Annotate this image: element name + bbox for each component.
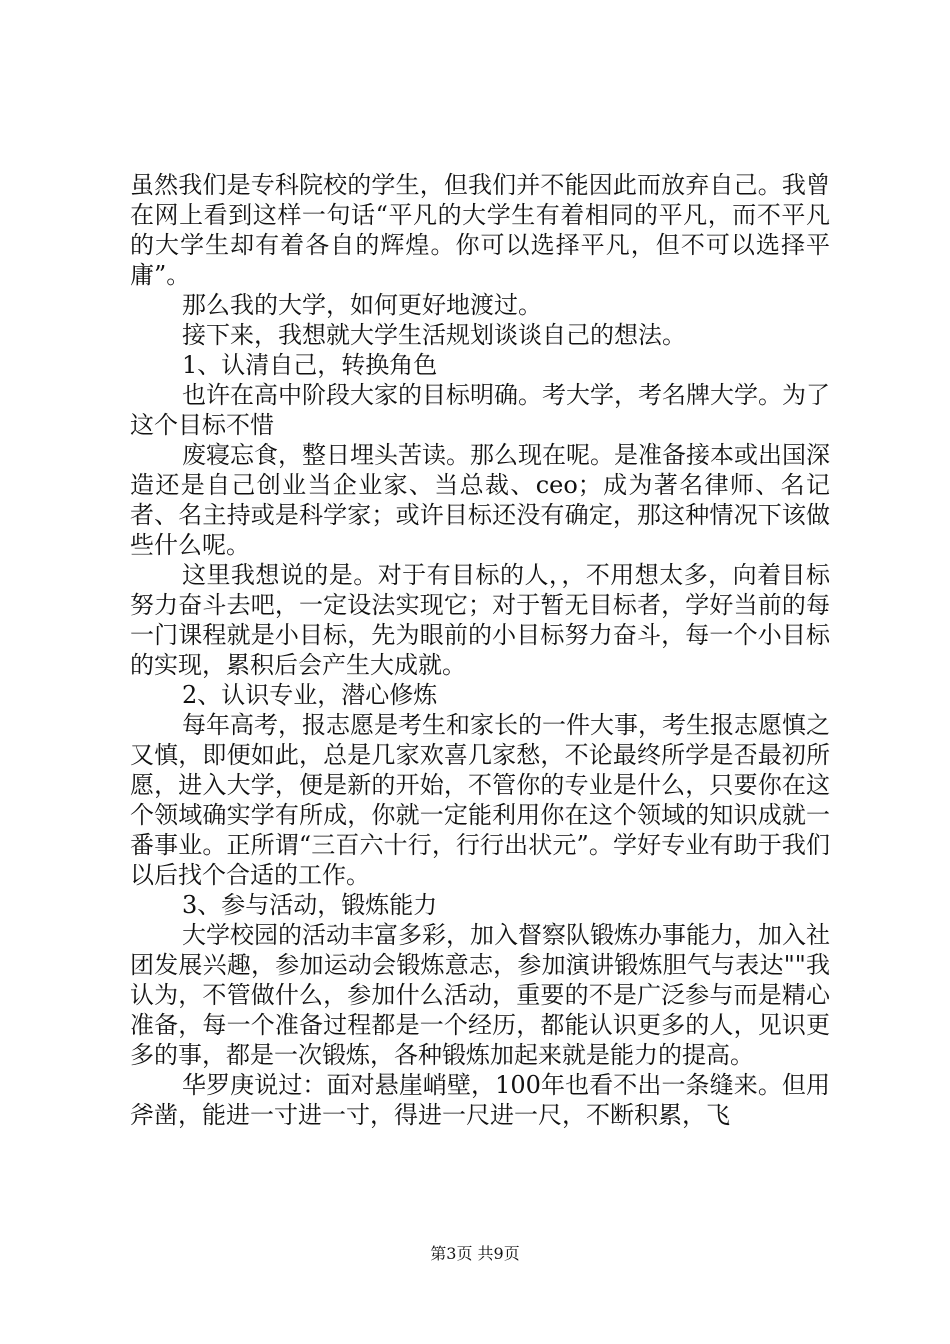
- paragraph-1: 虽然我们是专科院校的学生，但我们并不能因此而放弃自己。我曾在网上看到这样一句话“平凡的大学生有着相同的平凡，而不平凡的大学生却有着各自的辉煌。你可以选择平凡，但不可以选择平庸”。: [130, 171, 830, 289]
- paragraph-3: 接下来，我想就大学生活规划谈谈自己的想法。: [182, 321, 686, 349]
- document-body: [130, 170, 830, 1130]
- paragraph-2: 那么我的大学，如何更好地渡过。: [182, 291, 542, 319]
- section-heading-2: 2、认识专业，潜心修炼: [182, 681, 438, 709]
- paragraph-5: 废寝忘食，整日埋头苦读。那么现在呢。是准备接本或出国深造还是自己创业当企业家、当总裁、ceo；成为著名律师、名记者、名主持或是科学家；或许目标还没有确定，那这种情况下该做些什么呢。: [130, 441, 830, 559]
- paragraph-6: 这里我想说的是。对于有目标的人，，不用想太多，向着目标努力奋斗去吧，一定设法实现它；对于暂无目标者，学好当前的每一门课程就是小目标，先为眼前的小目标努力奋斗，每一个小目标的实现，累积后会产生大成就。: [130, 561, 830, 679]
- paragraph-4: 也许在高中阶段大家的目标明确。考大学，考名牌大学。为了这个目标不惜: [130, 381, 830, 439]
- paragraph-7: 每年高考，报志愿是考生和家长的一件大事，考生报志愿慎之又慎，即便如此，总是几家欢喜几家愁，不论最终所学是否最初所愿，进入大学，便是新的开始，不管你的专业是什么，只要你在这个领域确实学有所成，你就一定能利用你在这个领域的知识成就一番事业。正所谓“三百六十行，行行出状元”。学好专业有助于我们以后找个合适的工作。: [130, 711, 830, 889]
- paragraph-8: 大学校园的活动丰富多彩，加入督察队锻炼办事能力，加入社团发展兴趣，参加运动会锻炼意志，参加演讲锻炼胆气与表达""我认为，不管做什么，参加什么活动，重要的不是广泛参与而是精心准备，每一个准备过程都是一个经历，都能认识更多的人，见识更多的事，都是一次锻炼，各种锻炼加起来就是能力的提高。: [130, 921, 830, 1069]
- section-heading-3: 3、参与活动，锻炼能力: [182, 891, 438, 919]
- paragraph-9: 华罗庚说过：面对悬崖峭壁，100年也看不出一条缝来。但用斧凿，能进一寸进一寸，得进一尺进一尺，不断积累，飞: [130, 1071, 830, 1129]
- section-heading-1: 1、认清自己，转换角色: [182, 351, 438, 379]
- page-number-footer: 第3页 共9页: [430, 1244, 520, 1263]
